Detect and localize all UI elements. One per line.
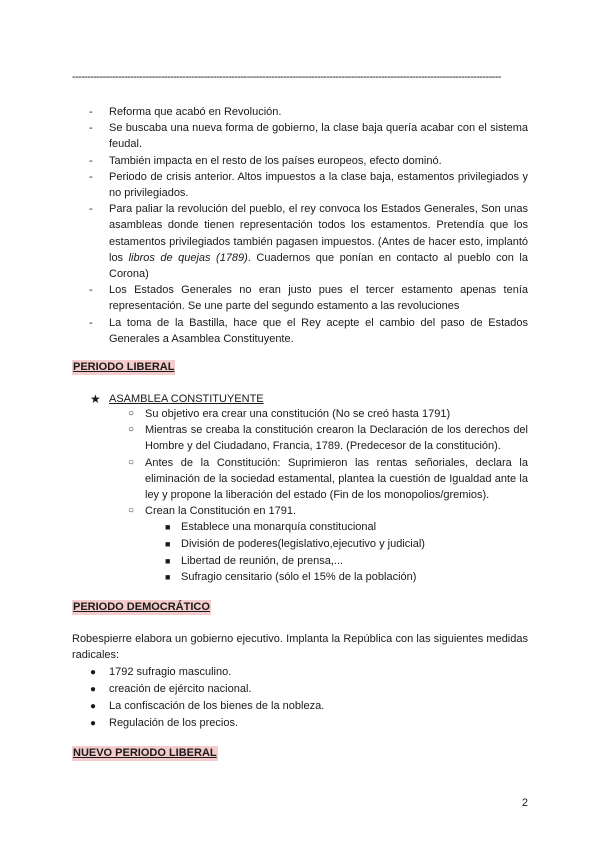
list-item: ● Regulación de los precios. — [90, 717, 239, 729]
list-item: ○ Mientras se creaba la constitución crearon la Declaración de los derechos del Hombre y del Ciudadano, Francia, 1789. (Predecesor de la constitución). — [128, 424, 528, 453]
democratico-paragraph: Robespierre elabora un gobierno ejecutivo. Implanta la República con las siguientes medidas radicales: — [72, 633, 528, 662]
list-item: - Los Estados Generales no eran justo pues el tercer estamento apenas tenía representación. Se une parte del segundo estamento a las revoluciones — [89, 284, 528, 313]
list-item: ● 1792 sufragio masculino. — [90, 666, 232, 678]
list-item: ○ Crean la Constitución en 1791. ■ Establece una monarquía constitucional ■ División de poderes(legislativo,ejecutivo y judicial) ■ Libertad de reunión, de prensa,... ■ Sufragio censitario (sólo el 15% de la población) — [72, 503, 528, 586]
list-item: ○ Su objetivo era crear una constitución (No se creó hasta 1791) — [128, 408, 451, 420]
list-item: - Periodo de crisis anterior. Altos impuestos a la clase baja, estamentos privilegiados y no privilegiados. — [89, 170, 528, 200]
asamblea-title: ASAMBLEA CONSTITUYENTE — [109, 393, 264, 405]
section-heading-periodo-liberal: PERIODO LIBERAL — [73, 361, 175, 373]
page-number: 2 — [521, 797, 528, 809]
section-heading-periodo-democratico: PERIODO DEMOCRÁTICO — [73, 601, 210, 613]
list-item: ■ Sufragio censitario (sólo el 15% de la población) — [165, 571, 417, 584]
list-item: ● La confiscación de los bienes de la nobleza. — [90, 700, 325, 712]
list-item: - También impacta en el resto de los países europeos, efecto dominó. — [89, 154, 442, 167]
italic-term: libros de quejas (1789) — [128, 251, 248, 264]
document-page — [72, 0, 528, 848]
list-item: ● creación de ejército nacional. — [90, 683, 252, 695]
star-icon: ★ — [90, 392, 101, 406]
list-item: ○ Antes de la Constitución: Suprimieron las rentas señoriales, declara la eliminación de la sociedad estamental, plantea la cuestión de Igualdad ante la ley y propone la liberación del estado (Fin de los monopolios/gremios). — [128, 456, 528, 502]
asamblea-points — [72, 406, 528, 586]
list-item: - Reforma que acabó en Revolución. — [89, 106, 282, 118]
list-item: ■ Establece una monarquía constitucional — [165, 521, 377, 534]
list-item: - La toma de la Bastilla, hace que el Rey acepte el cambio del paso de Estados Generales a Asamblea Constituyente. — [89, 316, 528, 345]
list-item: - Para paliar la revolución del pueblo, el rey convoca los Estados Generales, Son unas asambleas donde tienen representación todos los estamentos. Pretendía que los estamentos privilegiados también pagasen impuestos. (Antes de hacer esto, implantó los libros de quejas (1789). Cuadernos que ponían en contacto al pueblo con la Corona) — [89, 203, 528, 281]
separator-line: -------------------------------------------------------------------------------------------------------------------------------------------- — [72, 71, 501, 83]
measures-list — [72, 664, 528, 732]
list-item: - Se buscaba una nueva forma de gobierno, la clase baja quería acabar con el sistema feudal. — [89, 122, 528, 151]
intro-list — [72, 104, 528, 347]
section-heading-nuevo-periodo-liberal: NUEVO PERIODO LIBERAL — [73, 747, 217, 759]
constitution-items — [145, 519, 528, 585]
list-item: ■ División de poderes(legislativo,ejecutivo y judicial) — [165, 538, 425, 551]
list-item: ■ Libertad de reunión, de prensa,... — [165, 554, 344, 567]
